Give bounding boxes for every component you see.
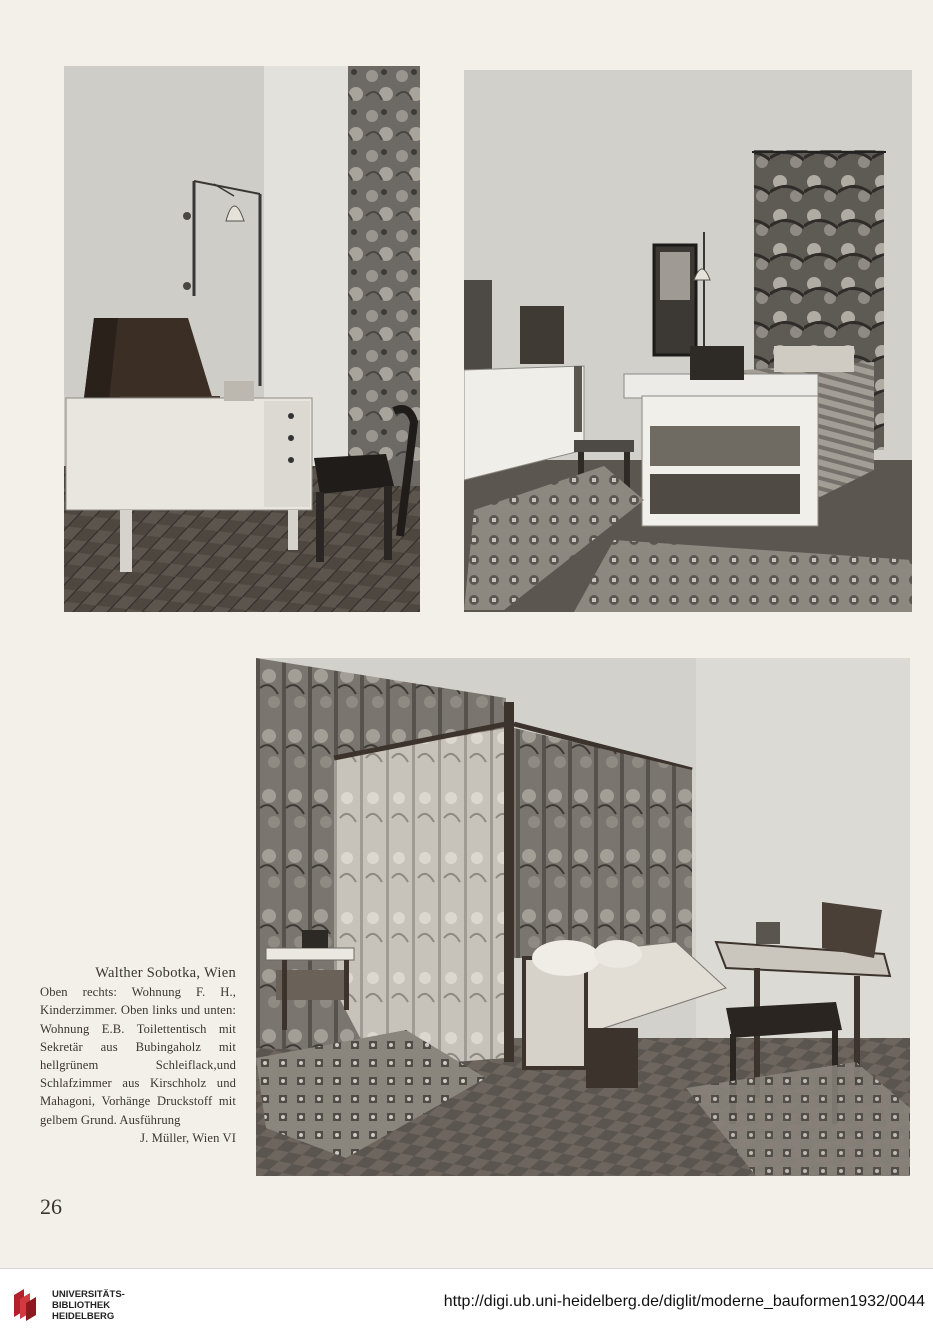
photo-dressing-table bbox=[64, 66, 420, 612]
document-url-link[interactable]: http://digi.ub.uni-heidelberg.de/diglit/moderne_bauformen1932/0044 bbox=[443, 1293, 925, 1310]
library-name-line-2: BIBLIOTHEK bbox=[52, 1300, 111, 1311]
footer-bar bbox=[0, 1268, 933, 1337]
library-name-line-1: UNIVERSITÄTS- bbox=[52, 1289, 125, 1300]
photo-caption bbox=[40, 964, 236, 1147]
page-number: 26 bbox=[40, 1194, 62, 1219]
caption-credit: J. Müller, Wien VI bbox=[140, 1130, 236, 1145]
photo-bedroom-curtains bbox=[256, 658, 910, 1176]
library-name-line-3: HEIDELBERG bbox=[52, 1311, 115, 1322]
caption-title: Walther Sobotka, Wien bbox=[95, 965, 236, 981]
library-name[interactable] bbox=[52, 1289, 125, 1322]
photo-childrens-room bbox=[464, 70, 912, 612]
library-logo-icon[interactable] bbox=[10, 1287, 44, 1321]
caption-body: Oben rechts: Wohnung F. H., Kinderzimmer. Oben links und unten: Wohnung E.B. Toilettentisch mit Sekretär aus Bubingaholz mit hellgrünem Schleiflack,und Schlafzimmer aus Kirschholz und Mahagoni, Vorhänge Druckstoff mit gelbem Grund. Ausführung bbox=[40, 985, 236, 1127]
